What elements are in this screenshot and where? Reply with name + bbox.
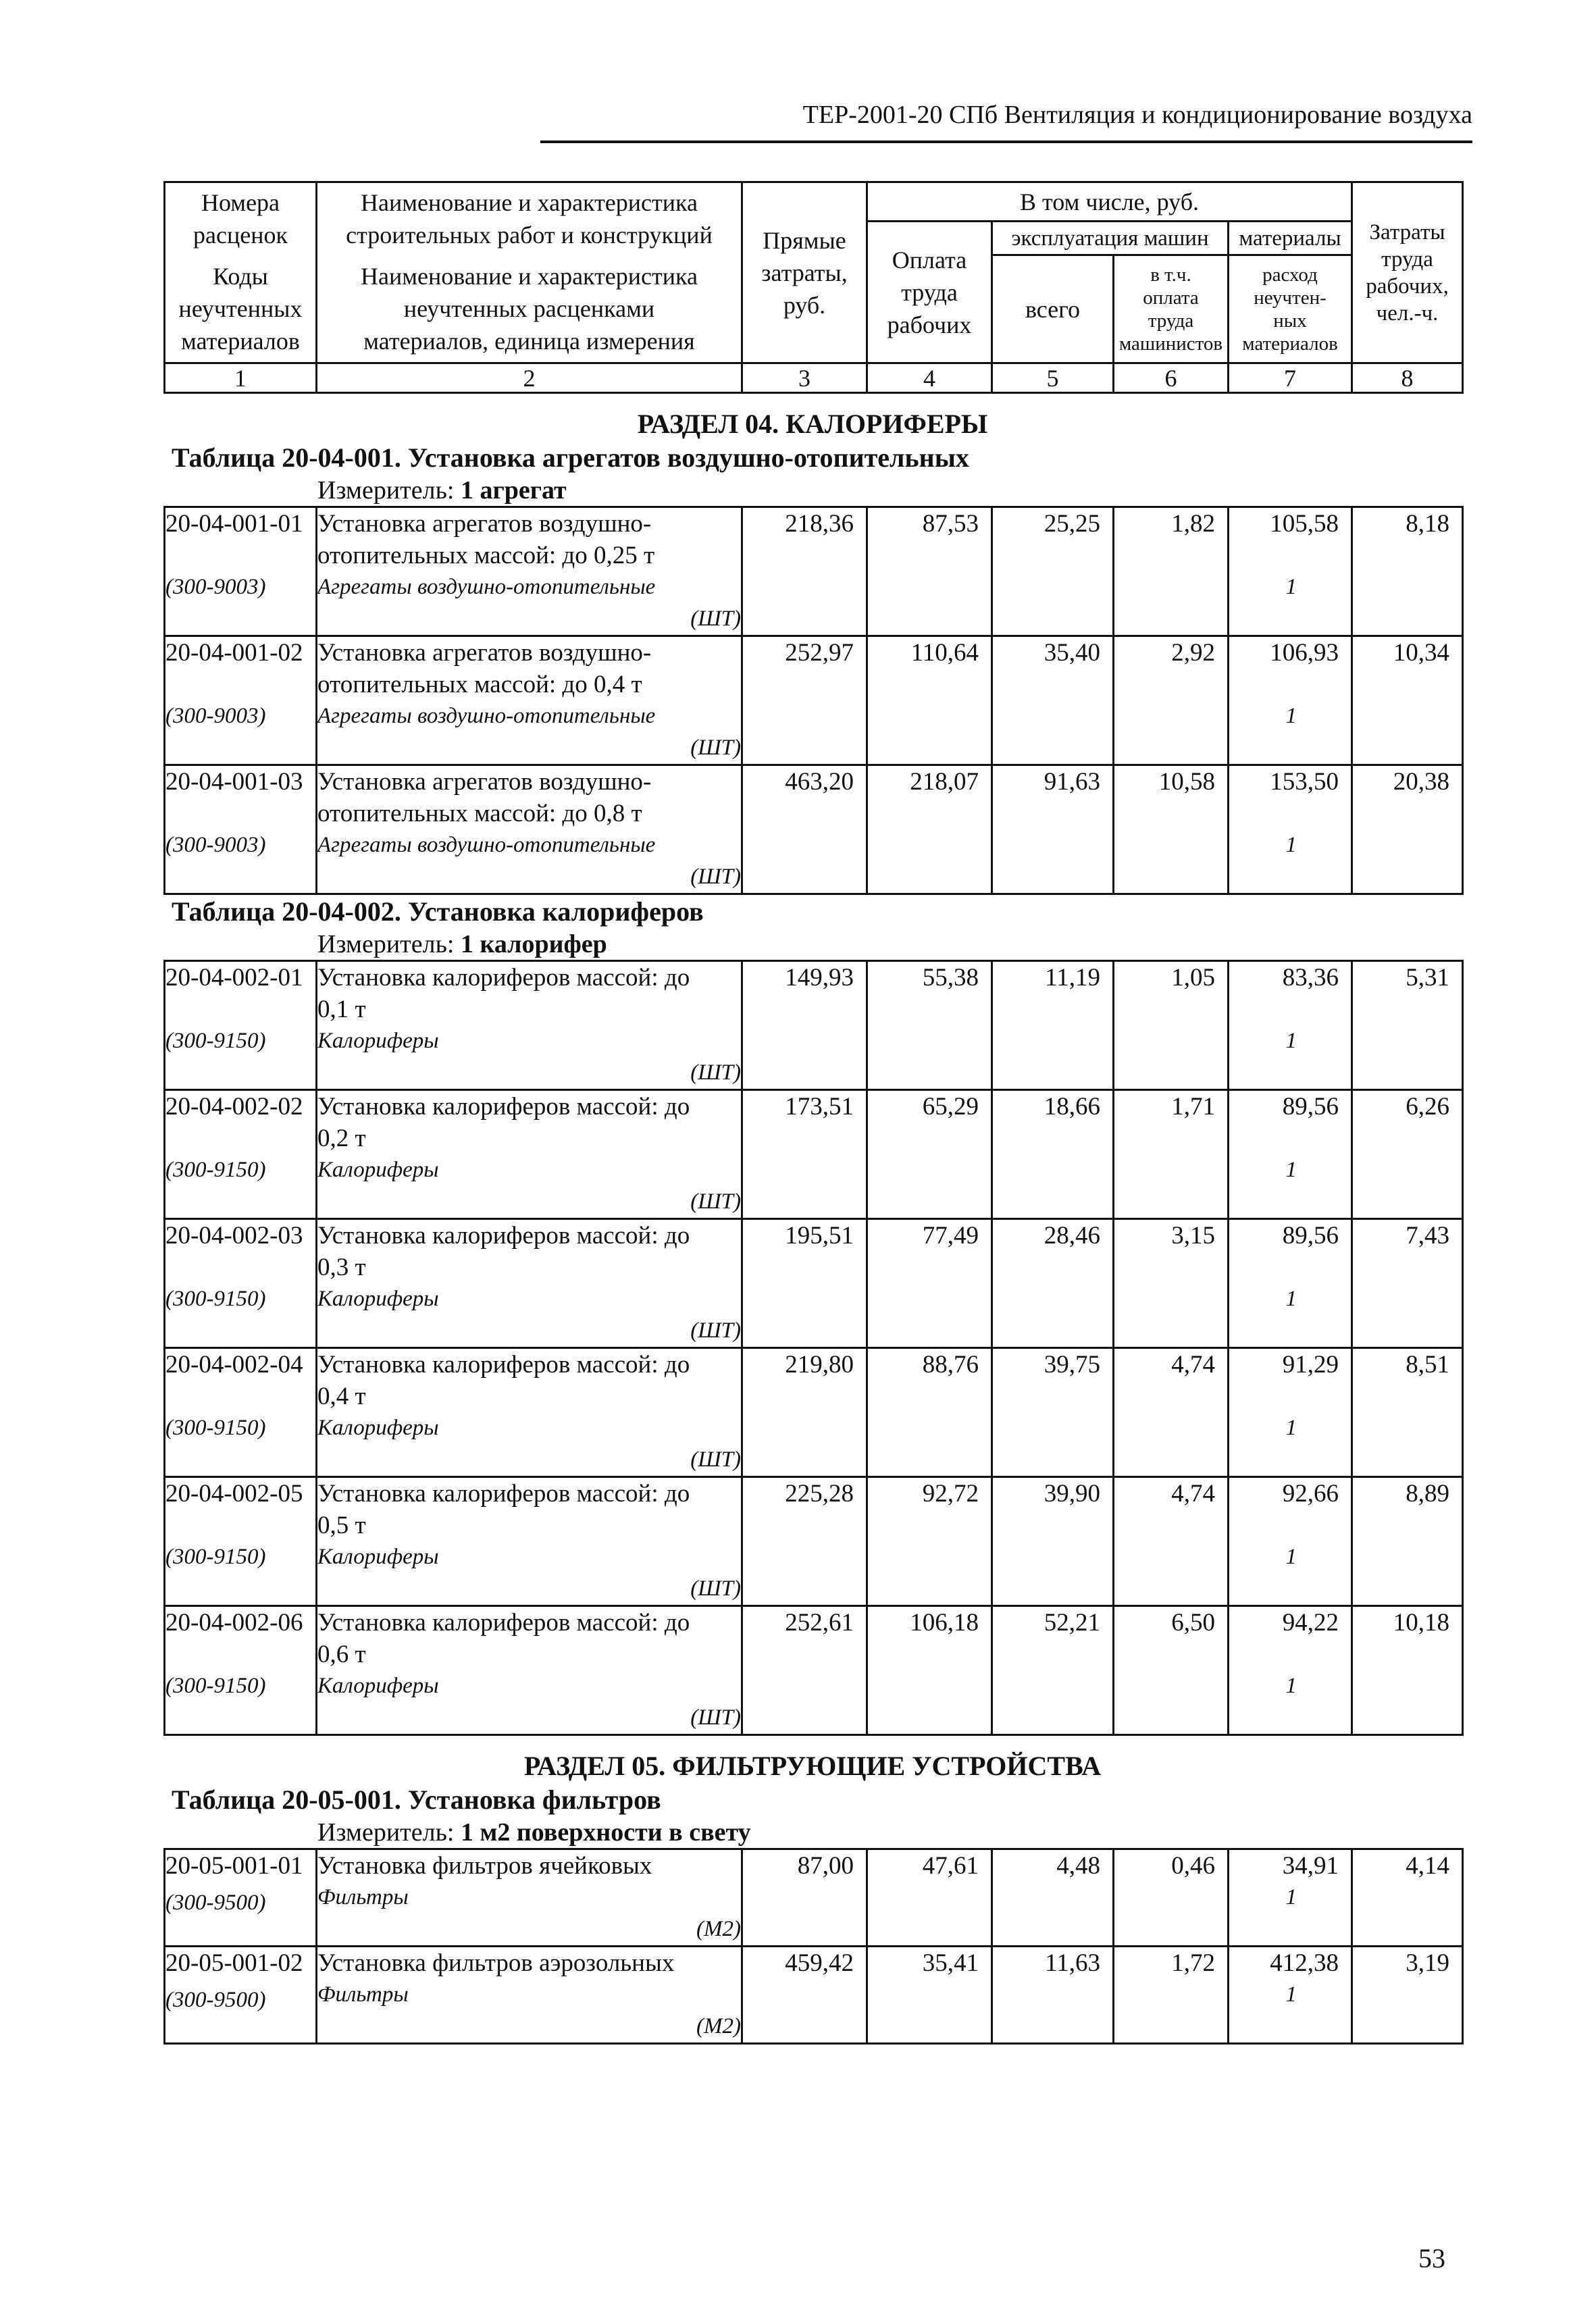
- material-name: Агрегаты воздушно-отопительные: [317, 575, 656, 599]
- value-labor-text: 87,53: [922, 510, 979, 538]
- table-title: Таблица 20-04-001. Установка агрегатов воздушно-отопительных: [172, 442, 969, 473]
- rate-name-line: Установка калориферов массой: до: [317, 1351, 690, 1379]
- value-hours-text: 8,51: [1406, 1351, 1449, 1379]
- material-quantity: 1: [1285, 704, 1297, 728]
- rate-name-line: отопительных массой: до 0,8 т: [317, 800, 642, 827]
- value-direct: [742, 636, 867, 765]
- value-materials-text: 94,22: [1282, 1609, 1339, 1637]
- value-materials-text: 412,38: [1270, 1949, 1339, 1977]
- value-materials: [1229, 636, 1352, 765]
- col2-top-header: Наименование и характеристика строительных работ и конструкций: [317, 182, 742, 255]
- rate-name-cell: [317, 636, 742, 765]
- value-labor-text: 65,29: [922, 1093, 979, 1121]
- value-drivers-text: 10,58: [1158, 768, 1215, 796]
- col-number: 5: [992, 363, 1114, 393]
- rates-table: [163, 960, 1464, 1736]
- value-labor-text: 88,76: [922, 1351, 979, 1379]
- value-materials: [1229, 1477, 1352, 1606]
- meter-label: Измеритель:: [317, 476, 455, 505]
- value-labor-text: 55,38: [922, 964, 979, 992]
- value-direct-text: 252,61: [785, 1609, 854, 1637]
- value-materials-text: 89,56: [1282, 1093, 1339, 1121]
- unit-label: (ШТ): [690, 1447, 741, 1472]
- value-machines: [992, 1606, 1114, 1735]
- meter-label: Измеритель:: [317, 1818, 455, 1847]
- rate-code: 20-04-002-02: [165, 1093, 303, 1121]
- unit-label: (ШТ): [690, 1060, 741, 1085]
- value-drivers: [1114, 1348, 1229, 1477]
- rate-code: 20-04-001-01: [165, 510, 303, 538]
- rate-code: 20-04-002-01: [165, 964, 303, 992]
- rate-name-line: Установка агрегатов воздушно-: [317, 639, 652, 667]
- value-drivers: [1114, 1947, 1229, 2044]
- meter-value: 1 калорифер: [461, 930, 607, 958]
- table-title: Таблица 20-05-001. Установка фильтров: [172, 1784, 661, 1815]
- value-direct-text: 459,42: [785, 1949, 854, 1977]
- value-drivers: [1114, 507, 1229, 636]
- group-header: В том числе, руб.: [867, 182, 1352, 222]
- value-drivers: [1114, 1849, 1229, 1947]
- table-row: [165, 507, 1463, 636]
- unit-label: (ШТ): [690, 865, 741, 889]
- material-name: Калориферы: [317, 1545, 439, 1569]
- value-labor: [867, 1090, 992, 1219]
- value-labor: [867, 765, 992, 894]
- value-materials-text: 153,50: [1270, 768, 1339, 796]
- rate-code-cell: [165, 765, 317, 894]
- value-machines: [992, 1090, 1114, 1219]
- value-machines: [992, 1477, 1114, 1606]
- value-materials: [1229, 1606, 1352, 1735]
- value-labor: [867, 1219, 992, 1348]
- material-code: (300-9500): [165, 1988, 266, 2012]
- value-hours: [1352, 961, 1463, 1090]
- material-quantity: 1: [1285, 1982, 1297, 2007]
- value-materials: [1229, 1090, 1352, 1219]
- col-number: 2: [317, 363, 742, 393]
- value-hours: [1352, 507, 1463, 636]
- table-row: [165, 636, 1463, 765]
- value-drivers: [1114, 961, 1229, 1090]
- material-name: Калориферы: [317, 1416, 439, 1440]
- meter-line: [163, 929, 1462, 960]
- col-number: 3: [742, 363, 867, 393]
- col-number: 1: [165, 363, 317, 393]
- rate-name-line: 0,4 т: [317, 1383, 366, 1410]
- value-drivers-text: 1,72: [1171, 1949, 1215, 1977]
- material-name: Фильтры: [317, 1982, 409, 2007]
- material-quantity: 1: [1285, 1287, 1297, 1311]
- value-drivers-text: 1,71: [1171, 1093, 1215, 1121]
- col2-bottom-header: Наименование и характеристика неучтенных расценками материалов, единица измерения: [317, 255, 742, 363]
- value-machines-text: 18,66: [1044, 1093, 1100, 1121]
- col8-header: Затраты труда рабочих, чел.-ч.: [1352, 182, 1463, 363]
- rate-name-line: Установка агрегатов воздушно-: [317, 768, 652, 796]
- value-materials: [1229, 1947, 1352, 2044]
- value-labor-text: 218,07: [910, 768, 979, 796]
- value-hours-text: 7,43: [1406, 1222, 1449, 1250]
- col5-header: всего: [992, 255, 1114, 363]
- value-materials-text: 92,66: [1282, 1480, 1339, 1508]
- value-direct: [742, 1606, 867, 1735]
- value-hours-text: 10,34: [1393, 639, 1449, 667]
- table-row: [165, 961, 1463, 1090]
- col3-header: Прямые затраты, руб.: [742, 182, 867, 363]
- value-labor-text: 110,64: [910, 639, 979, 667]
- value-materials: [1229, 961, 1352, 1090]
- value-materials-text: 83,36: [1282, 964, 1339, 992]
- value-machines-text: 91,63: [1044, 768, 1100, 796]
- rate-name-line: 0,5 т: [317, 1512, 366, 1539]
- value-direct: [742, 507, 867, 636]
- value-materials-text: 89,56: [1282, 1222, 1339, 1250]
- value-labor-text: 106,18: [910, 1609, 979, 1637]
- value-direct-text: 149,93: [785, 964, 854, 992]
- material-name: Калориферы: [317, 1029, 439, 1053]
- value-labor: [867, 1348, 992, 1477]
- rate-code: 20-05-001-02: [165, 1949, 303, 1977]
- col-number: 4: [867, 363, 992, 393]
- page-number: 53: [1418, 2243, 1445, 2273]
- value-hours: [1352, 765, 1463, 894]
- unit-label: (ШТ): [690, 1705, 741, 1730]
- value-direct: [742, 765, 867, 894]
- rate-name-line: 0,6 т: [317, 1641, 366, 1668]
- value-hours-text: 6,26: [1406, 1093, 1449, 1121]
- value-drivers-text: 4,74: [1171, 1480, 1215, 1508]
- value-direct: [742, 961, 867, 1090]
- material-code: (300-9003): [165, 575, 266, 599]
- value-drivers: [1114, 1219, 1229, 1348]
- code-spacer: [165, 1123, 315, 1149]
- meter-value: 1 м2 поверхности в свету: [461, 1818, 751, 1847]
- rate-name-line: Установка калориферов массой: до: [317, 1609, 690, 1637]
- value-materials: [1229, 507, 1352, 636]
- rate-name-cell: [317, 1348, 742, 1477]
- value-direct-text: 463,20: [785, 768, 854, 796]
- code-spacer: [165, 1252, 315, 1278]
- value-labor-text: 35,41: [922, 1949, 979, 1977]
- value-hours-text: 3,19: [1406, 1949, 1449, 1977]
- rate-code: 20-04-002-03: [165, 1222, 303, 1250]
- rate-name-cell: [317, 1219, 742, 1348]
- materials-header: материалы: [1229, 222, 1352, 255]
- value-machines-text: 35,40: [1044, 639, 1100, 667]
- material-name: Калориферы: [317, 1287, 439, 1311]
- value-labor: [867, 1849, 992, 1947]
- code-spacer: [165, 1381, 315, 1407]
- meter-label: Измеритель:: [317, 930, 455, 958]
- value-drivers-text: 4,74: [1171, 1351, 1215, 1379]
- material-name: Фильтры: [317, 1885, 409, 1909]
- value-materials: [1229, 1849, 1352, 1947]
- rate-code-cell: [165, 961, 317, 1090]
- value-labor: [867, 636, 992, 765]
- value-drivers-text: 1,82: [1171, 510, 1215, 538]
- header-rule: [540, 140, 1472, 143]
- material-name: Агрегаты воздушно-отопительные: [317, 704, 656, 728]
- col-number: 6: [1114, 363, 1229, 393]
- material-quantity: 1: [1285, 1674, 1297, 1698]
- rate-code-cell: [165, 507, 317, 636]
- rate-name-line: отопительных массой: до 0,25 т: [317, 542, 655, 569]
- sections-container: [163, 407, 1462, 2045]
- unit-label: (ШТ): [690, 607, 741, 631]
- value-machines-text: 11,19: [1045, 964, 1100, 992]
- value-direct-text: 252,97: [785, 639, 854, 667]
- col1-bottom-header: Коды неучтенных материалов: [165, 255, 317, 363]
- value-materials-text: 34,91: [1282, 1852, 1339, 1880]
- value-labor-text: 92,72: [922, 1480, 979, 1508]
- value-machines-text: 39,75: [1044, 1351, 1100, 1379]
- material-code: (300-9500): [165, 1891, 266, 1915]
- value-machines: [992, 1947, 1114, 2044]
- value-labor: [867, 1606, 992, 1735]
- material-quantity: 1: [1285, 575, 1297, 599]
- value-hours: [1352, 1477, 1463, 1606]
- value-machines: [992, 1849, 1114, 1947]
- material-quantity: 1: [1285, 1545, 1297, 1569]
- code-spacer: [165, 669, 315, 695]
- rates-table: [163, 506, 1464, 895]
- rate-name-line: 0,1 т: [317, 996, 366, 1023]
- value-hours: [1352, 1219, 1463, 1348]
- value-machines: [992, 507, 1114, 636]
- section-title: РАЗДЕЛ 04. КАЛОРИФЕРЫ: [637, 409, 988, 439]
- value-direct: [742, 1348, 867, 1477]
- value-machines-text: 11,63: [1045, 1949, 1100, 1977]
- value-materials-text: 106,93: [1270, 639, 1339, 667]
- material-code: (300-9003): [165, 833, 266, 857]
- material-code: (300-9150): [165, 1287, 266, 1311]
- rate-code-cell: [165, 1606, 317, 1735]
- unit-label: (ШТ): [690, 1576, 741, 1601]
- value-drivers: [1114, 1090, 1229, 1219]
- value-hours: [1352, 1090, 1463, 1219]
- value-machines: [992, 961, 1114, 1090]
- code-spacer: [165, 1510, 315, 1536]
- value-hours-text: 8,89: [1406, 1480, 1449, 1508]
- unit-label: (ШТ): [690, 1189, 741, 1214]
- value-materials-text: 91,29: [1282, 1351, 1339, 1379]
- value-labor: [867, 961, 992, 1090]
- value-direct: [742, 1849, 867, 1947]
- rate-name-cell: [317, 1477, 742, 1606]
- rate-name-line: Установка калориферов массой: до: [317, 1093, 690, 1121]
- value-labor: [867, 507, 992, 636]
- value-machines-text: 4,48: [1056, 1852, 1100, 1880]
- col1-top-header: Номера расценок: [165, 182, 317, 255]
- value-drivers-text: 1,05: [1171, 964, 1215, 992]
- material-name: Агрегаты воздушно-отопительные: [317, 833, 656, 857]
- rate-name-line: Установка калориферов массой: до: [317, 964, 690, 992]
- machines-header: эксплуатация машин: [992, 222, 1229, 255]
- table-row: [165, 1947, 1463, 2044]
- value-hours-text: 10,18: [1393, 1609, 1449, 1637]
- rate-code-cell: [165, 1947, 317, 2044]
- material-name: Калориферы: [317, 1158, 439, 1182]
- code-spacer: [165, 994, 315, 1020]
- rate-code: 20-05-001-01: [165, 1852, 303, 1880]
- value-drivers-text: 0,46: [1171, 1852, 1215, 1880]
- rate-code: 20-04-002-05: [165, 1480, 303, 1508]
- col-number: 8: [1352, 363, 1463, 393]
- rate-code: 20-04-002-04: [165, 1351, 303, 1379]
- value-hours-text: 8,18: [1406, 510, 1449, 538]
- table-row: [165, 1090, 1463, 1219]
- rate-code: 20-04-001-02: [165, 639, 303, 667]
- value-drivers-text: 6,50: [1171, 1609, 1215, 1637]
- value-machines-text: 52,21: [1044, 1609, 1100, 1637]
- rate-code-cell: [165, 1348, 317, 1477]
- value-drivers-text: 3,15: [1171, 1222, 1215, 1250]
- value-drivers: [1114, 765, 1229, 894]
- value-direct-text: 225,28: [785, 1480, 854, 1508]
- value-labor: [867, 1477, 992, 1606]
- meter-line: [163, 1817, 1462, 1848]
- col6-header: в т.ч. оплата труда машинистов: [1114, 255, 1229, 363]
- value-materials-text: 105,58: [1270, 510, 1339, 538]
- value-machines: [992, 765, 1114, 894]
- unit-label: (ШТ): [690, 1318, 741, 1343]
- rate-name-line: Установка калориферов массой: до: [317, 1222, 690, 1250]
- material-quantity: 1: [1285, 1029, 1297, 1053]
- value-direct: [742, 1090, 867, 1219]
- running-header: ТЕР-2001-20 СПб Вентиляция и кондиционирование воздуха: [802, 101, 1472, 129]
- value-machines-text: 25,25: [1044, 510, 1100, 538]
- value-hours-text: 20,38: [1393, 768, 1449, 796]
- rate-name-cell: [317, 507, 742, 636]
- rate-name-cell: [317, 1849, 742, 1947]
- rates-table: [163, 1848, 1464, 2045]
- table-row: [165, 1606, 1463, 1735]
- section-title: РАЗДЕЛ 05. ФИЛЬТРУЮЩИЕ УСТРОЙСТВА: [523, 1751, 1102, 1781]
- rate-name-line: Установка фильтров аэрозольных: [317, 1949, 675, 1977]
- rate-code-cell: [165, 1090, 317, 1219]
- col7-header: расход неучтен- ных материалов: [1229, 255, 1352, 363]
- value-labor-text: 77,49: [922, 1222, 979, 1250]
- material-name: Калориферы: [317, 1674, 439, 1698]
- value-hours: [1352, 1947, 1463, 2044]
- material-code: (300-9150): [165, 1545, 266, 1569]
- rate-name-cell: [317, 1606, 742, 1735]
- rate-name-line: Установка агрегатов воздушно-: [317, 510, 652, 538]
- value-direct-text: 173,51: [785, 1093, 854, 1121]
- value-direct: [742, 1947, 867, 2044]
- code-spacer: [165, 798, 315, 824]
- rate-name-cell: [317, 765, 742, 894]
- value-direct-text: 218,36: [785, 510, 854, 538]
- value-machines: [992, 636, 1114, 765]
- rate-code-cell: [165, 1849, 317, 1947]
- table-row: [165, 1348, 1463, 1477]
- rate-code: 20-04-001-03: [165, 768, 303, 796]
- value-hours-text: 4,14: [1406, 1852, 1449, 1880]
- table-row: [165, 765, 1463, 894]
- table-title: Таблица 20-04-002. Установка калориферов: [172, 896, 704, 927]
- rate-name-line: 0,3 т: [317, 1254, 366, 1281]
- value-direct: [742, 1477, 867, 1606]
- rate-name-line: отопительных массой: до 0,4 т: [317, 671, 642, 698]
- rate-name-line: Установка калориферов массой: до: [317, 1480, 690, 1508]
- page-content: [163, 181, 1462, 2045]
- table-row: [165, 1477, 1463, 1606]
- value-hours: [1352, 1348, 1463, 1477]
- code-spacer: [165, 540, 315, 566]
- material-code: (300-9150): [165, 1029, 266, 1053]
- material-code: (300-9150): [165, 1416, 266, 1440]
- table-row: [165, 1219, 1463, 1348]
- rate-name-cell: [317, 1947, 742, 2044]
- value-drivers: [1114, 1477, 1229, 1606]
- meter-line: [163, 475, 1462, 506]
- rate-name-cell: [317, 961, 742, 1090]
- value-materials: [1229, 765, 1352, 894]
- table-row: [165, 1849, 1463, 1947]
- material-quantity: 1: [1285, 1416, 1297, 1440]
- value-direct-text: 219,80: [785, 1351, 854, 1379]
- value-materials: [1229, 1348, 1352, 1477]
- value-drivers: [1114, 636, 1229, 765]
- value-direct-text: 195,51: [785, 1222, 854, 1250]
- value-machines: [992, 1348, 1114, 1477]
- material-code: (300-9003): [165, 704, 266, 728]
- value-drivers: [1114, 1606, 1229, 1735]
- rate-code: 20-04-002-06: [165, 1609, 303, 1637]
- code-spacer: [165, 1639, 315, 1665]
- unit-label: (М2): [696, 2014, 741, 2038]
- unit-label: (ШТ): [690, 736, 741, 760]
- column-header-table: [163, 181, 1464, 394]
- value-hours: [1352, 1849, 1463, 1947]
- col4-header: Оплата труда рабочих: [867, 222, 992, 363]
- value-direct: [742, 1219, 867, 1348]
- rate-code-cell: [165, 1219, 317, 1348]
- rate-name-line: 0,2 т: [317, 1125, 366, 1152]
- material-quantity: 1: [1285, 833, 1297, 857]
- rate-name-line: Установка фильтров ячейковых: [317, 1852, 652, 1880]
- rate-code-cell: [165, 636, 317, 765]
- value-machines-text: 39,90: [1044, 1480, 1100, 1508]
- rate-name-cell: [317, 1090, 742, 1219]
- material-quantity: 1: [1285, 1885, 1297, 1909]
- value-machines: [992, 1219, 1114, 1348]
- rate-code-cell: [165, 1477, 317, 1606]
- material-quantity: 1: [1285, 1158, 1297, 1182]
- value-labor-text: 47,61: [922, 1852, 979, 1880]
- value-materials: [1229, 1219, 1352, 1348]
- value-drivers-text: 2,92: [1171, 639, 1215, 667]
- value-direct-text: 87,00: [797, 1852, 854, 1880]
- value-labor: [867, 1947, 992, 2044]
- material-code: (300-9150): [165, 1674, 266, 1698]
- value-hours-text: 5,31: [1406, 964, 1449, 992]
- value-machines-text: 28,46: [1044, 1222, 1100, 1250]
- material-code: (300-9150): [165, 1158, 266, 1182]
- col-number: 7: [1229, 363, 1352, 393]
- value-hours: [1352, 636, 1463, 765]
- unit-label: (М2): [696, 1917, 741, 1941]
- meter-value: 1 агрегат: [461, 476, 567, 505]
- value-hours: [1352, 1606, 1463, 1735]
